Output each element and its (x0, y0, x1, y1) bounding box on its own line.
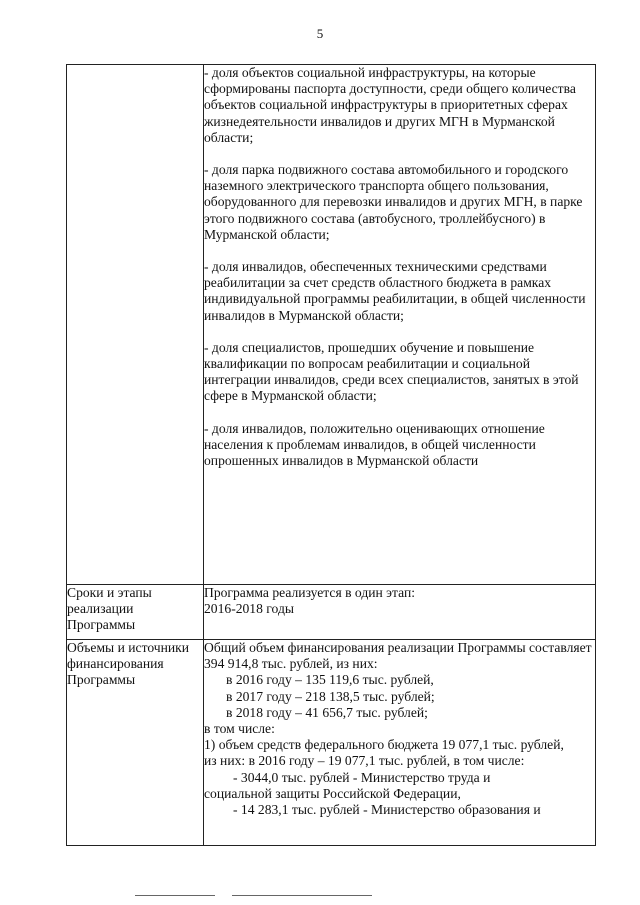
terms-cell (204, 585, 596, 640)
funding-including: в том числе: (204, 721, 275, 737)
terms-label: Сроки и этапы реализации Программы (67, 585, 204, 640)
indicators-cell (204, 65, 596, 585)
page-number: 5 (316, 26, 324, 41)
funding-federal-2016: из них: в 2016 году – 19 077,1 тыс. рублей, в том числе: (204, 753, 525, 769)
indicators-row (67, 65, 596, 585)
funding-ministry-edu: - 14 283,1 тыс. рублей - Министерство образования и (233, 802, 541, 818)
funding-federal: 1) объем средств федерального бюджета 19 077,1 тыс. рублей, (204, 737, 564, 753)
indicator-item: - доля инвалидов, обеспеченных техническими средствами реабилитации за счет средств областного бюджета в рамках индивидуальной программы реабилитации, в общей численности инвалидов в Мурманской области; (204, 259, 586, 323)
indicator-item: - доля объектов социальной инфраструктуры, на которые сформированы паспорта доступности, среди общего количества объектов социальной инфраструктуры в приоритетных сферах жизнедеятельности инвалидов и других МГН в Мурманской области; (204, 65, 576, 145)
funding-year: в 2016 году – 135 119,6 тыс. рублей, (226, 672, 434, 688)
terms-line: Программа реализуется в один этап: (204, 585, 416, 600)
indicator-item: - доля специалистов, прошедших обучение и повышение квалификации по вопросам реабилитации и социальной интеграции инвалидов, среди всех специалистов, занятых в этой сфере в Мурманской области; (204, 339, 579, 404)
funding-ministry-labor: - 3044,0 тыс. рублей - Министерство труда и (233, 769, 491, 785)
indicators-label-cell (67, 65, 204, 585)
funding-year: в 2017 году – 218 138,5 тыс. рублей; (226, 688, 435, 704)
footer-line (232, 895, 372, 896)
funding-cell (204, 640, 596, 846)
funding-year: в 2018 году – 41 656,7 тыс. рублей; (226, 704, 428, 720)
indicator-item: - доля парка подвижного состава автомобильного и городского наземного электрического транспорта общего пользования, оборудованного для перевозки инвалидов и других МГН, в парке этого подвижного состава (автобусного, троллейбусного) в Мурманской области; (204, 162, 583, 242)
funding-row (67, 640, 596, 846)
terms-row (67, 585, 596, 640)
program-passport-table (66, 64, 596, 846)
footer-lines (0, 895, 640, 901)
terms-years: 2016-2018 годы (204, 601, 294, 617)
funding-total: Общий объем финансирования реализации Программы составляет 394 914,8 тыс. рублей, из них: (204, 640, 592, 672)
footer-line (135, 895, 215, 896)
indicator-item: - доля инвалидов, положительно оценивающих отношение населения к проблемам инвалидов, в общей численности опрошенных инвалидов в Мурманской области (204, 420, 545, 469)
funding-label: Объемы и источники финансирования Программы (67, 640, 204, 846)
funding-ministry-labor-cont: социальной защиты Российской Федерации, (204, 785, 461, 801)
